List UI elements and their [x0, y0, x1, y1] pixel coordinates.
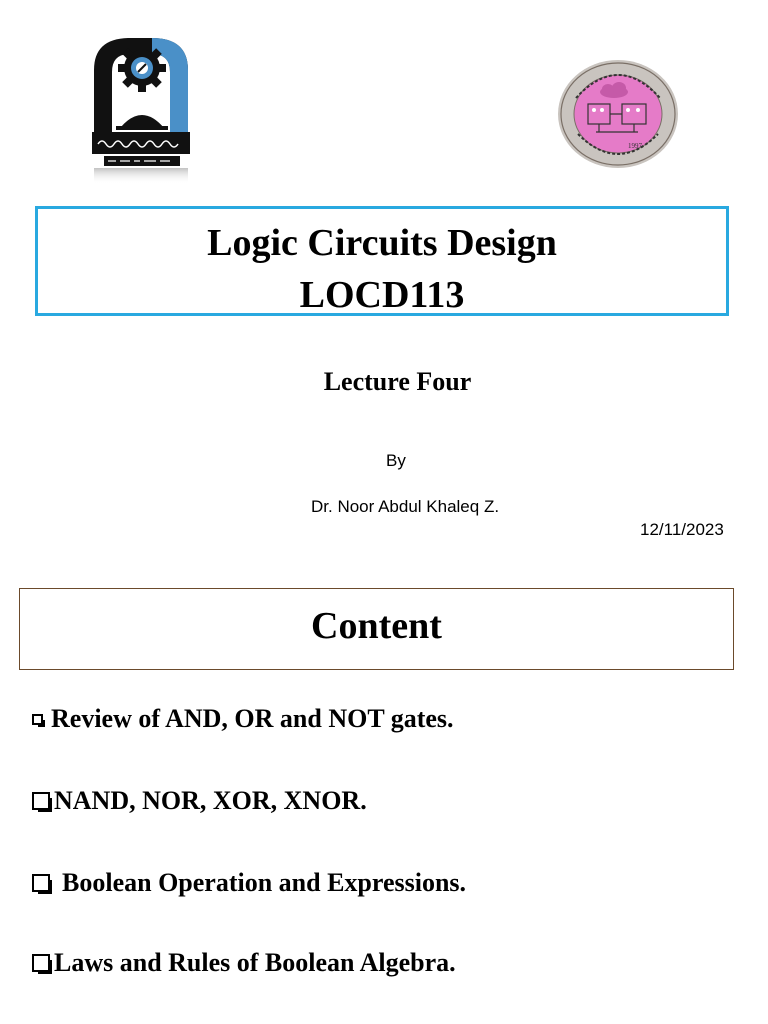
checkbox-bullet-icon	[32, 874, 50, 892]
list-item	[32, 788, 367, 814]
content-heading-box	[19, 588, 734, 670]
content-heading: Content	[311, 605, 442, 647]
title-box	[35, 206, 729, 316]
checkbox-bullet-icon	[32, 714, 43, 725]
by-label: By	[386, 451, 406, 470]
department-seal	[556, 58, 680, 170]
lecture-date: 12/11/2023	[640, 520, 724, 539]
course-code: LOCD113	[299, 274, 465, 316]
list-item-text: Laws and Rules of Boolean Algebra.	[54, 948, 456, 977]
checkbox-bullet-icon	[32, 954, 50, 972]
list-item-text: NAND, NOR, XOR, XNOR.	[54, 786, 367, 815]
course-title: Logic Circuits Design	[207, 222, 557, 264]
list-item	[32, 706, 454, 732]
list-item	[32, 950, 456, 976]
lecture-title: Lecture Four	[323, 367, 472, 396]
checkbox-bullet-icon	[32, 792, 50, 810]
university-logo	[90, 36, 194, 186]
list-item	[32, 870, 466, 896]
svg-text:1997: 1997	[628, 142, 642, 150]
list-item-text: Review of AND, OR and NOT gates.	[51, 704, 454, 733]
author-name: Dr. Noor Abdul Khaleq Z.	[311, 497, 500, 516]
list-item-text: Boolean Operation and Expressions.	[62, 868, 467, 897]
